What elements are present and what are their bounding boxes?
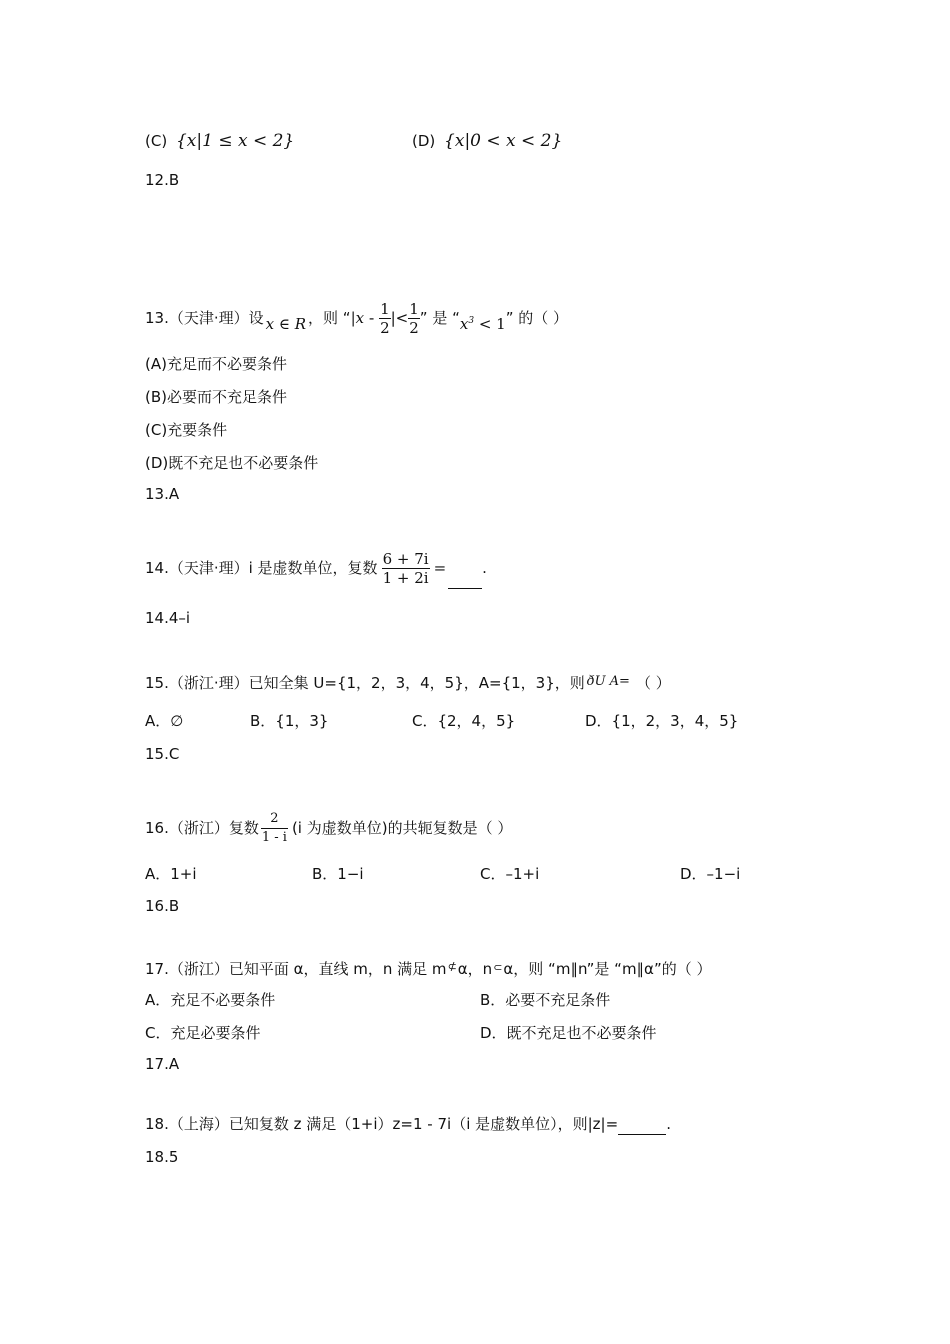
option-a: (A)充足而不必要条件: [145, 355, 287, 373]
option-b: B．1−i: [312, 865, 364, 883]
option-c-expr: {x|1 ≤ x < 2}: [175, 131, 295, 151]
option-d: D．–1−i: [680, 865, 741, 883]
question-17-stem: 17.（浙江）已知平面 α，直线 m，n 满足 m⊄α，n⊂α，则 “m∥n”是 “m∥α”的（ ）: [145, 960, 712, 978]
option-d-expr: {x|0 < x < 2}: [444, 131, 563, 151]
question-14-stem: 14.（天津·理）i 是虚数单位，复数 $\frac{6 + 7i}{1 + 2i}$ = .: [145, 550, 487, 587]
option-d: D．{1，2，3，4，5}: [585, 712, 739, 730]
complement-expr: ðU A=: [586, 674, 630, 689]
question-16-stem: 16.（浙江）复数 $\frac{2}{1 - i}$ (i 为虚数单位)的共轭复数是（ ）: [145, 811, 513, 845]
answer-blank: [448, 548, 482, 589]
option-c: (C) {x|1 ≤ x < 2}: [145, 131, 295, 151]
question-15-stem: 15.（浙江·理）已知全集 U={1，2，3，4，5}，A={1，3}，则 ðU A= （ ）: [145, 674, 671, 692]
option-c: C．{2，4，5}: [412, 712, 516, 730]
option-b: B．{1，3}: [250, 712, 329, 730]
fraction-half-2: $\frac{1}{2}$: [409, 300, 419, 337]
answer-13: 13.A: [145, 485, 180, 503]
answer-blank: [618, 1114, 666, 1135]
option-b: (B)必要而不充足条件: [145, 388, 287, 406]
option-d: D．既不充足也不必要条件: [480, 1024, 657, 1042]
fraction-half: $\frac{1}{2}$: [380, 300, 390, 337]
question-18-stem: 18.（上海）已知复数 z 满足（1+i）z=1 - 7i（i 是虚数单位），则|z|= .: [145, 1115, 671, 1133]
question-13-stem: 13.（天津·理）设 x ∈ R ，则 “|x - $\frac{1}{2}$ |< $\frac{1}{2}$ ” 是 “$x^3 < 1$” 的（ ）: [145, 300, 569, 337]
option-d: (D) {x|0 < x < 2}: [412, 131, 563, 151]
cond-expr: x ∈ R: [265, 315, 307, 333]
option-c: (C)充要条件: [145, 421, 228, 439]
answer-16: 16.B: [145, 897, 180, 915]
fraction-complex: $\frac{6 + 7i}{1 + 2i}$: [382, 550, 429, 587]
answer-15: 15.C: [145, 745, 180, 763]
option-d: (D)既不充足也不必要条件: [145, 454, 319, 472]
answer-18: 18.5: [145, 1148, 179, 1166]
cube-expr: $x^3 < 1$: [459, 315, 506, 333]
option-c: C．充足必要条件: [145, 1024, 261, 1042]
answer-14: 14.4–i: [145, 609, 191, 627]
option-a: A．1+i: [145, 865, 197, 883]
option-b: B．必要不充足条件: [480, 991, 611, 1009]
fraction-conjugate: $\frac{2}{1 - i}$: [261, 811, 287, 845]
answer-12: 12.B: [145, 171, 180, 189]
option-c: C．–1+i: [480, 865, 540, 883]
option-a: A．∅: [145, 712, 184, 730]
option-a: A．充足不必要条件: [145, 991, 276, 1009]
answer-17: 17.A: [145, 1055, 180, 1073]
